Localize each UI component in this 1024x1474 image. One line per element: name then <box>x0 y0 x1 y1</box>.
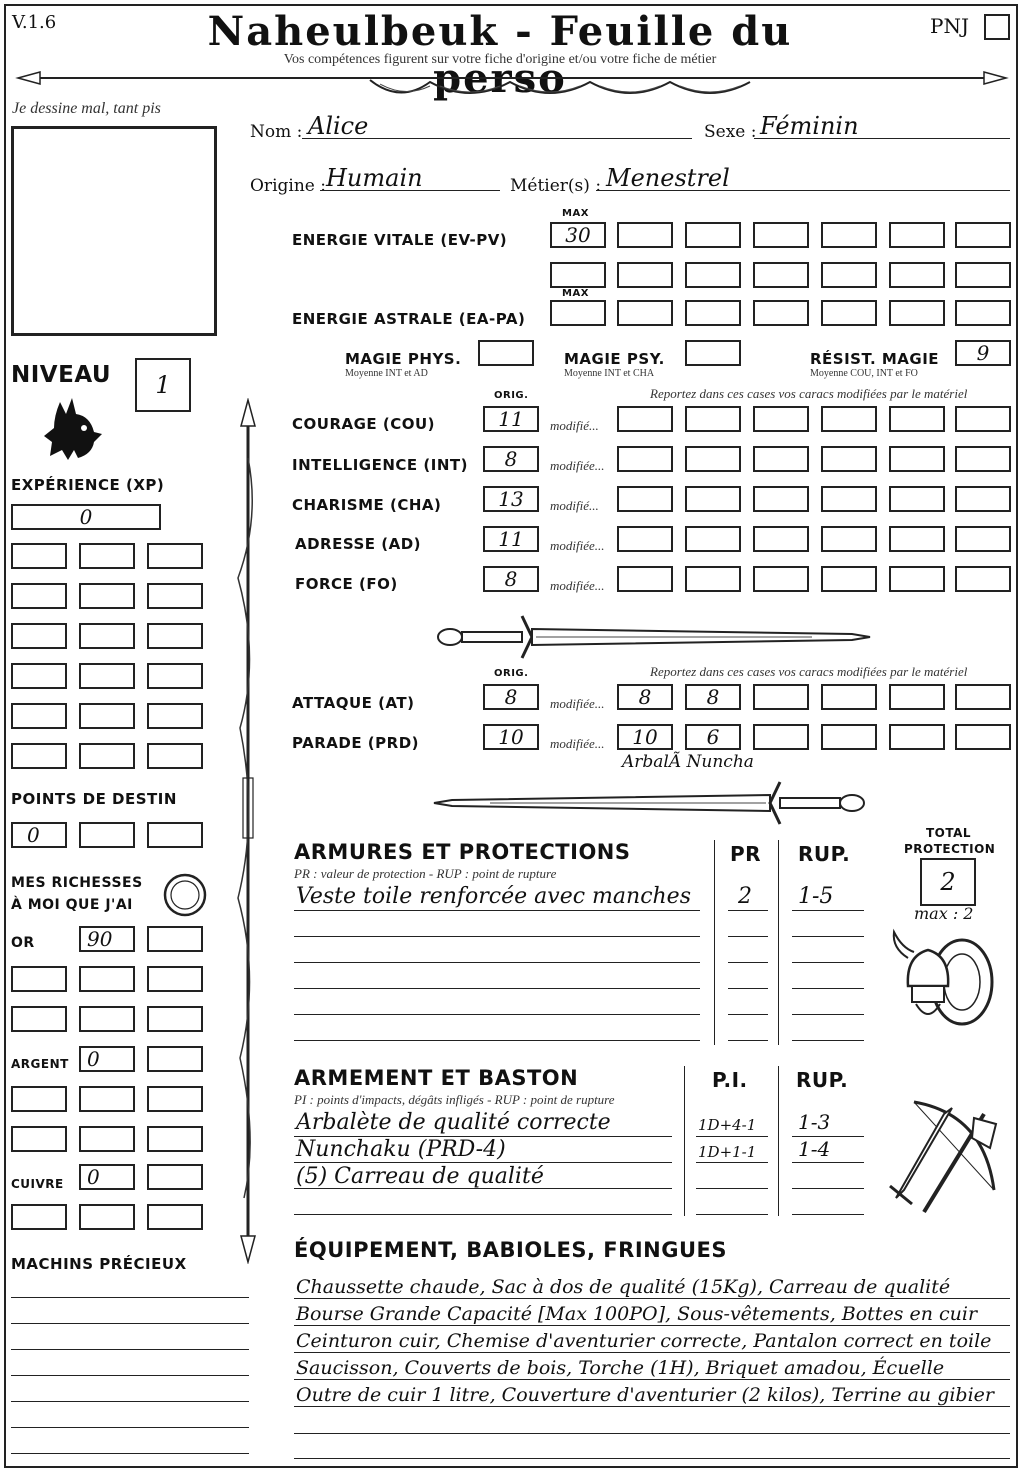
total-label: TOTAL <box>926 826 972 840</box>
attaque-mod-box[interactable] <box>955 684 1011 710</box>
pnj-label: PNJ <box>930 14 969 38</box>
parade-mod-box[interactable]: 10 <box>617 724 673 750</box>
ev-box[interactable] <box>889 262 945 288</box>
parade-mod-box[interactable] <box>753 724 809 750</box>
combat-orig-label: ORIG. <box>494 668 529 679</box>
arme-name[interactable]: Nunchaku (PRD-4) <box>296 1137 506 1162</box>
attaque-mod-box[interactable]: 8 <box>685 684 741 710</box>
intelligence-mod-box[interactable] <box>955 446 1011 472</box>
force-mod-box[interactable] <box>889 566 945 592</box>
magie-psy-note: Moyenne INT et CHA <box>564 368 655 379</box>
force-mod-box[interactable] <box>685 566 741 592</box>
ev-box[interactable] <box>617 222 673 248</box>
intelligence-label: INTELLIGENCE (INT) <box>292 456 468 474</box>
or-box[interactable]: 90 <box>79 926 135 952</box>
charisme-mod-box[interactable] <box>889 486 945 512</box>
xp-box[interactable] <box>11 583 67 609</box>
argent-box[interactable] <box>147 1086 203 1112</box>
charisme-box[interactable]: 13 <box>483 486 539 512</box>
origine-label: Origine : <box>250 176 326 196</box>
parade-mod-label: modifiée... <box>550 736 605 751</box>
richesses-label: MES RICHESSES <box>11 875 143 891</box>
adresse-mod-label: modifiée... <box>550 538 605 553</box>
metier-label: Métier(s) : <box>510 176 602 196</box>
xp-box[interactable] <box>79 743 135 769</box>
armement-note: PI : points d'impacts, dégâts infligés - RUP : point de rupture <box>294 1092 615 1107</box>
total-protection-box[interactable]: 2 <box>920 858 976 906</box>
orig-label: ORIG. <box>494 390 529 401</box>
sword-icon <box>432 612 874 662</box>
xp-box[interactable] <box>79 543 135 569</box>
helmet-shield-icon <box>888 928 1000 1032</box>
or-box[interactable] <box>147 1006 203 1032</box>
intelligence-mod-box[interactable] <box>821 446 877 472</box>
cuivre-label: CUIVRE <box>11 1177 64 1191</box>
intelligence-mod-label: modifiée... <box>550 458 605 473</box>
protection-label: PROTECTION <box>904 842 996 856</box>
ea-label: ENERGIE ASTRALE (EA-PA) <box>292 310 526 328</box>
page-subtitle: Vos compétences figurent sur votre fiche d'origine et/ou votre fiche de métier <box>283 52 717 67</box>
adresse-mod-box[interactable] <box>955 526 1011 552</box>
argent-box[interactable] <box>147 1126 203 1152</box>
force-label: FORCE (FO) <box>295 575 398 593</box>
arme-rup[interactable]: 1-3 <box>798 1110 831 1134</box>
charisme-label: CHARISME (CHA) <box>292 496 442 514</box>
equipement-line[interactable]: Ceinturon cuir, Chemise d'aventurier correcte, Pantalon correct en toile <box>296 1330 992 1352</box>
armement-title: ARMEMENT ET BASTON <box>294 1066 579 1090</box>
courage-mod-box[interactable] <box>753 406 809 432</box>
nom-field[interactable]: Alice <box>308 112 369 140</box>
niveau-box[interactable]: 1 <box>135 358 191 412</box>
ev-box[interactable] <box>753 262 809 288</box>
arme-name[interactable]: (5) Carreau de qualité <box>296 1164 544 1189</box>
sexe-field[interactable]: Féminin <box>760 112 859 140</box>
ev-max-label: MAX <box>562 208 589 219</box>
ev-box[interactable] <box>685 262 741 288</box>
parade-mod-box[interactable] <box>889 724 945 750</box>
machins-label: MACHINS PRÉCIEUX <box>11 1255 187 1273</box>
force-mod-box[interactable] <box>753 566 809 592</box>
destin-box[interactable]: 0 <box>11 822 67 848</box>
argent-label: ARGENT <box>11 1057 69 1071</box>
argent-box[interactable] <box>79 1086 135 1112</box>
ev-box[interactable] <box>821 262 877 288</box>
adresse-mod-box[interactable] <box>821 526 877 552</box>
xp-box[interactable] <box>147 583 203 609</box>
xp-box[interactable] <box>79 623 135 649</box>
intelligence-mod-box[interactable] <box>685 446 741 472</box>
xp-box[interactable] <box>147 623 203 649</box>
argent-box[interactable] <box>79 1126 135 1152</box>
coin-icon <box>162 872 208 918</box>
ev-box[interactable] <box>617 262 673 288</box>
sword-icon-2 <box>430 778 872 828</box>
cuivre-box[interactable] <box>147 1204 203 1230</box>
parade-mod-box[interactable] <box>955 724 1011 750</box>
attaque-mod-label: modifiée... <box>550 696 605 711</box>
or-box[interactable] <box>147 926 203 952</box>
force-mod-box[interactable] <box>955 566 1011 592</box>
weapons-icon <box>884 1094 1008 1218</box>
or-box[interactable] <box>11 966 67 992</box>
xp-box[interactable] <box>11 663 67 689</box>
ev-box[interactable] <box>685 222 741 248</box>
argent-box[interactable] <box>11 1086 67 1112</box>
cuivre-box[interactable] <box>11 1204 67 1230</box>
or-label: OR <box>11 935 35 951</box>
charisme-mod-box[interactable] <box>685 486 741 512</box>
resist-magie-note: Moyenne COU, INT et FO <box>810 368 918 379</box>
adresse-label: ADRESSE (AD) <box>295 535 422 553</box>
protection-max: max : 2 <box>914 904 974 923</box>
portrait-box[interactable] <box>11 126 217 336</box>
xp-box[interactable] <box>11 743 67 769</box>
resist-magie-box[interactable]: 9 <box>955 340 1011 366</box>
attaque-mod-box[interactable] <box>753 684 809 710</box>
ev-box[interactable] <box>550 262 606 288</box>
xp-label: EXPÉRIENCE (XP) <box>11 476 165 494</box>
attaque-mod-box[interactable]: 8 <box>617 684 673 710</box>
equipement-title: ÉQUIPEMENT, BABIOLES, FRINGUES <box>294 1238 727 1262</box>
force-mod-box[interactable] <box>821 566 877 592</box>
xp-box[interactable] <box>147 703 203 729</box>
rup-header-2: RUP. <box>796 1068 849 1092</box>
page-title: Naheulbeuk - Feuille du perso <box>207 8 793 102</box>
cuivre-box[interactable]: 0 <box>79 1164 135 1190</box>
courage-mod-box[interactable] <box>889 406 945 432</box>
arme-rup[interactable]: 1-4 <box>798 1137 831 1161</box>
cuivre-box[interactable] <box>147 1164 203 1190</box>
armure-pr[interactable]: 2 <box>738 884 752 909</box>
magie-phys-note: Moyenne INT et AD <box>345 368 428 379</box>
courage-label: COURAGE (COU) <box>292 415 436 433</box>
metier-field[interactable]: Menestrel <box>606 164 730 192</box>
attaque-box[interactable]: 8 <box>483 684 539 710</box>
armure-rup[interactable]: 1-5 <box>798 884 834 909</box>
courage-mod-box[interactable] <box>821 406 877 432</box>
courage-mod-label: modifié... <box>550 418 599 433</box>
ev-box[interactable] <box>753 222 809 248</box>
equipement-line[interactable]: Saucisson, Couverts de bois, Torche (1H), Briquet amadou, Écuelle <box>296 1357 945 1379</box>
charisme-mod-label: modifié... <box>550 498 599 513</box>
adresse-mod-box[interactable] <box>889 526 945 552</box>
dragon-icon <box>40 392 106 464</box>
destin-box[interactable] <box>79 822 135 848</box>
attaque-mod-box[interactable] <box>821 684 877 710</box>
magie-psy-box[interactable] <box>685 340 741 366</box>
xp-box[interactable] <box>11 623 67 649</box>
attaque-mod-box[interactable] <box>889 684 945 710</box>
magie-psy-label: MAGIE PSY. <box>564 350 665 368</box>
adresse-mod-box[interactable] <box>617 526 673 552</box>
courage-mod-box[interactable] <box>955 406 1011 432</box>
xp-box[interactable] <box>79 703 135 729</box>
argent-box[interactable]: 0 <box>79 1046 135 1072</box>
charisme-mod-box[interactable] <box>955 486 1011 512</box>
destin-label: POINTS DE DESTIN <box>11 790 177 808</box>
spear-icon <box>230 398 266 1264</box>
combat-report-note: Reportez dans ces cases vos caracs modifiées par le matériel <box>650 664 968 679</box>
or-box[interactable] <box>147 966 203 992</box>
courage-box[interactable]: 11 <box>483 406 539 432</box>
courage-mod-box[interactable] <box>685 406 741 432</box>
resist-magie-label: RÉSIST. MAGIE <box>810 350 940 368</box>
ea-max-label: MAX <box>562 288 589 299</box>
xp-box[interactable] <box>147 543 203 569</box>
report-note: Reportez dans ces cases vos caracs modifiées par le matériel <box>650 386 968 401</box>
ea-box[interactable] <box>955 300 1011 326</box>
parade-label: PARADE (PRD) <box>292 734 420 752</box>
parade-box[interactable]: 10 <box>483 724 539 750</box>
origine-field[interactable]: Humain <box>326 164 423 192</box>
charisme-mod-box[interactable] <box>753 486 809 512</box>
or-box[interactable] <box>79 1006 135 1032</box>
force-box[interactable]: 8 <box>483 566 539 592</box>
intelligence-mod-box[interactable] <box>617 446 673 472</box>
magie-phys-label: MAGIE PHYS. <box>345 350 462 368</box>
or-box[interactable] <box>79 966 135 992</box>
adresse-mod-box[interactable] <box>685 526 741 552</box>
xp-box[interactable]: 0 <box>11 504 161 530</box>
ea-max-box[interactable] <box>550 300 606 326</box>
force-mod-box[interactable] <box>617 566 673 592</box>
pnj-checkbox[interactable] <box>984 14 1010 40</box>
intelligence-mod-box[interactable] <box>889 446 945 472</box>
magie-phys-box[interactable] <box>478 340 534 366</box>
charisme-mod-box[interactable] <box>617 486 673 512</box>
niveau-label: NIVEAU <box>11 362 112 388</box>
parade-mod-box[interactable] <box>821 724 877 750</box>
xp-box[interactable] <box>147 743 203 769</box>
ea-box[interactable] <box>685 300 741 326</box>
ev-box[interactable] <box>821 222 877 248</box>
pr-header: PR <box>730 842 762 866</box>
pi-header: P.I. <box>712 1068 748 1092</box>
arme-name[interactable]: Arbalète de qualité correcte <box>296 1110 611 1135</box>
ev-label: ENERGIE VITALE (EV-PV) <box>292 231 508 249</box>
ea-box[interactable] <box>889 300 945 326</box>
armures-note: PR : valeur de protection - RUP : point de rupture <box>294 866 557 881</box>
arme-pi[interactable]: 1D+4-1 <box>698 1116 757 1134</box>
courage-mod-box[interactable] <box>617 406 673 432</box>
nom-label: Nom : <box>250 122 303 142</box>
ev-max-box[interactable]: 30 <box>550 222 606 248</box>
equipement-line[interactable]: Outre de cuir 1 litre, Couverture d'aventurier (2 kilos), Terrine au gibier <box>296 1384 994 1406</box>
force-mod-label: modifiée... <box>550 578 605 593</box>
armure-name[interactable]: Veste toile renforcée avec manches <box>296 884 691 909</box>
parade-mod-box[interactable]: 6 <box>685 724 741 750</box>
xp-box[interactable] <box>11 543 67 569</box>
ea-box[interactable] <box>821 300 877 326</box>
ea-box[interactable] <box>753 300 809 326</box>
ev-box[interactable] <box>955 262 1011 288</box>
xp-box[interactable] <box>79 663 135 689</box>
portrait-caption: Je dessine mal, tant pis <box>12 100 161 117</box>
cuivre-box[interactable] <box>79 1204 135 1230</box>
xp-box[interactable] <box>79 583 135 609</box>
ev-box[interactable] <box>955 222 1011 248</box>
ev-box[interactable] <box>889 222 945 248</box>
argent-box[interactable] <box>11 1126 67 1152</box>
armures-title: ARMURES ET PROTECTIONS <box>294 840 631 864</box>
intelligence-mod-box[interactable] <box>753 446 809 472</box>
argent-box[interactable] <box>147 1046 203 1072</box>
xp-box[interactable] <box>147 663 203 689</box>
weapons-note: ArbalÃ Nuncha <box>622 752 754 772</box>
adresse-mod-box[interactable] <box>753 526 809 552</box>
destin-box[interactable] <box>147 822 203 848</box>
equipement-line[interactable]: Bourse Grande Capacité [Max 100PO], Sous-vêtements, Bottes en cuir <box>296 1303 978 1325</box>
or-box[interactable] <box>11 1006 67 1032</box>
intelligence-box[interactable]: 8 <box>483 446 539 472</box>
xp-box[interactable] <box>11 703 67 729</box>
attaque-label: ATTAQUE (AT) <box>292 694 415 712</box>
ea-box[interactable] <box>617 300 673 326</box>
charisme-mod-box[interactable] <box>821 486 877 512</box>
arme-pi[interactable]: 1D+1-1 <box>698 1143 757 1161</box>
richesses-label-2: À MOI QUE J'AI <box>11 897 133 913</box>
adresse-box[interactable]: 11 <box>483 526 539 552</box>
equipement-line[interactable]: Chaussette chaude, Sac à dos de qualité (15Kg), Carreau de qualité <box>296 1276 951 1298</box>
version-label: V.1.6 <box>12 12 57 33</box>
rup-header: RUP. <box>798 842 851 866</box>
sexe-label: Sexe : <box>704 122 757 142</box>
